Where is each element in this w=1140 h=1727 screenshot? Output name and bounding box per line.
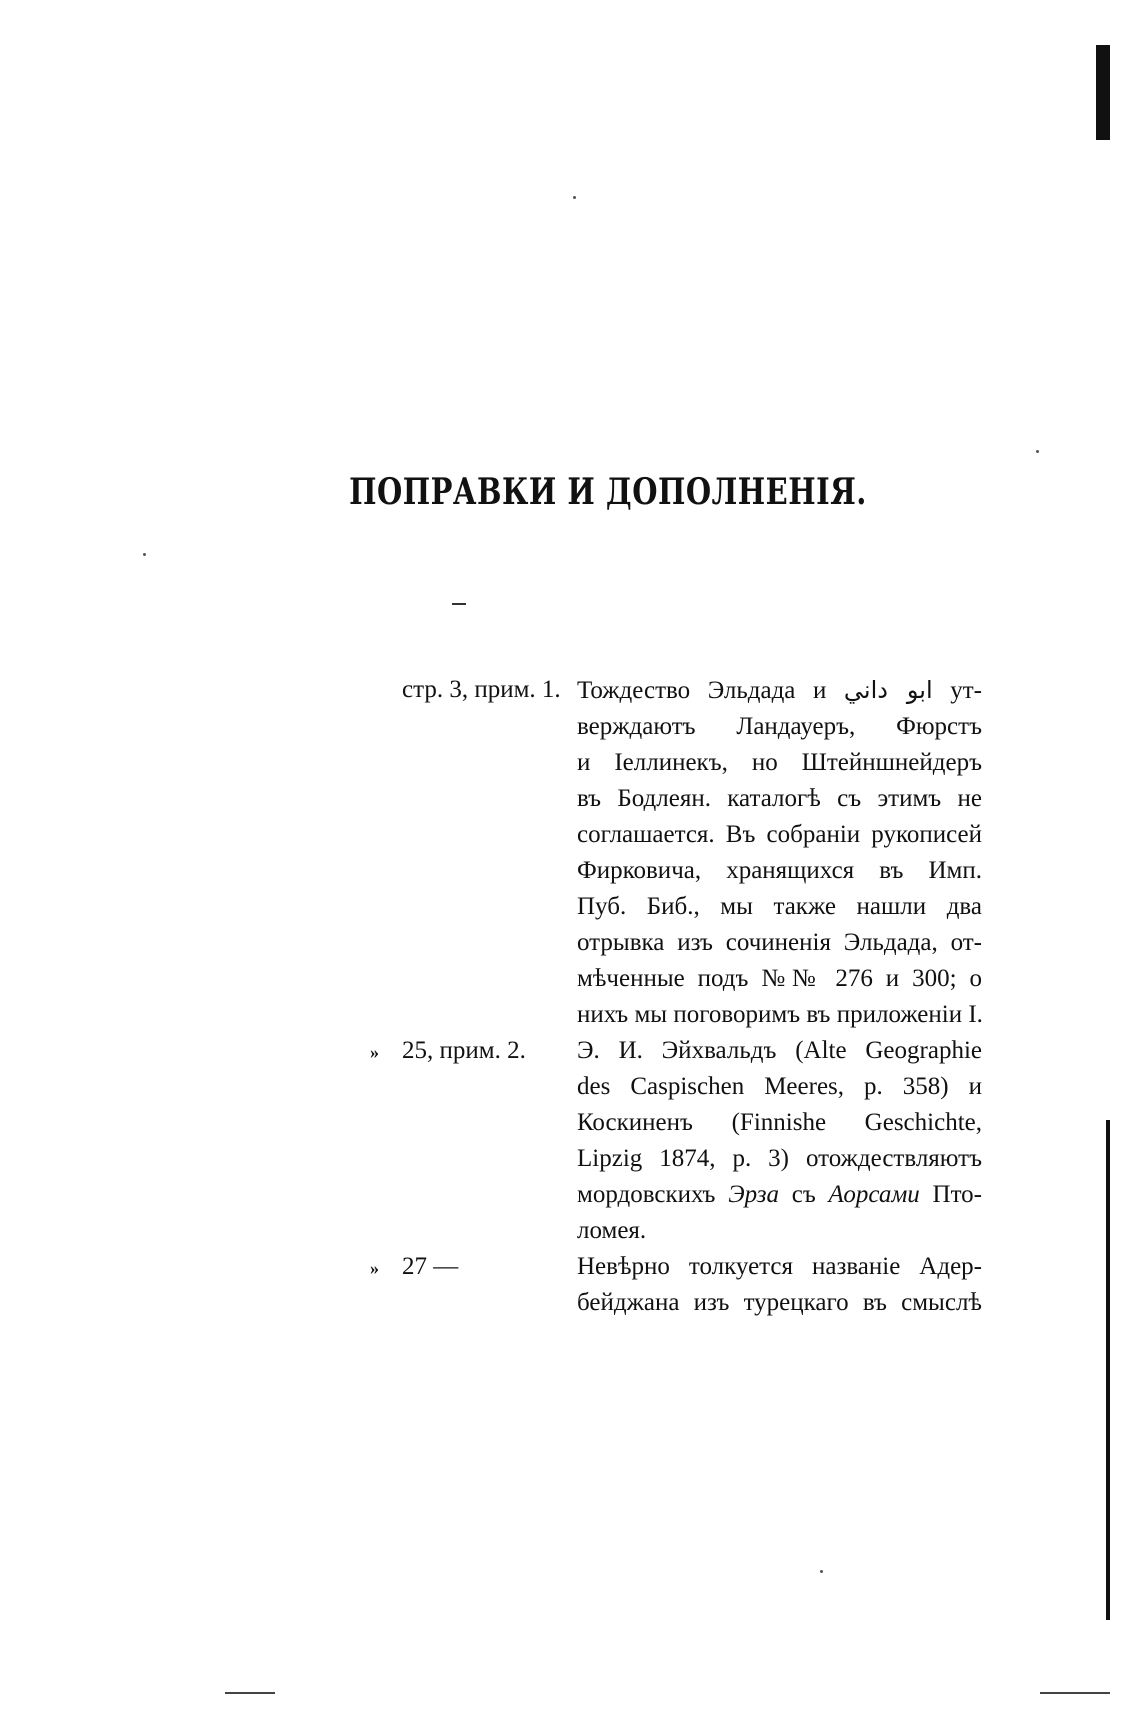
correction-text — [577, 1249, 982, 1321]
ditto-mark: » — [370, 1258, 379, 1278]
text-line: и Іеллинекъ, но Штейншнейдеръ — [577, 749, 982, 776]
correction-entry — [0, 1249, 1140, 1321]
arabic-name: ابو داني — [843, 676, 933, 704]
title-divider — [452, 603, 466, 605]
italic-term: Эрза — [728, 1181, 779, 1208]
text-line: Э. И. Эйхвальдъ (Alte Geographie — [577, 1037, 982, 1064]
text-line: des Caspischen Meeres, p. 358) и — [577, 1073, 982, 1100]
reference-text: 27 — — [402, 1253, 459, 1280]
page-reference — [370, 672, 575, 708]
text-line: мордовскихъ Эрза съ Аорсами Пто- — [577, 1181, 982, 1208]
reference-text: 25, прим. 2. — [402, 1037, 526, 1064]
text-line: ломея. — [577, 1217, 647, 1244]
scan-speck — [1036, 450, 1039, 453]
text-line: Фирковича, хранящихся въ Имп. — [577, 857, 982, 884]
scan-edge-mark — [225, 1692, 275, 1694]
text-line: Тождество Эльдада и ابو داني ут- — [577, 676, 982, 704]
ditto-mark: » — [370, 1042, 379, 1062]
text-line: Пуб. Биб., мы также нашли два — [577, 893, 982, 920]
scan-speck — [143, 553, 146, 556]
correction-entry — [0, 672, 1140, 1033]
correction-text — [577, 672, 982, 1033]
scan-speck — [820, 1570, 823, 1573]
scan-edge-mark — [1096, 45, 1110, 140]
correction-entry — [0, 1033, 1140, 1249]
scan-speck — [573, 196, 576, 199]
scan-edge-mark — [1040, 1692, 1110, 1694]
text-line: Невѣрно толкуется названіе Адер- — [577, 1253, 982, 1280]
text-line: отрывка изъ сочиненія Эльдада, от- — [577, 929, 982, 956]
text-line: нихъ мы поговоримъ въ приложеніи I. — [577, 1001, 983, 1028]
text-line: соглашается. Въ собраніи рукописей — [577, 821, 982, 848]
text-line: бейджана изъ турецкаго въ смыслѣ — [577, 1289, 982, 1316]
text-line: въ Бодлеян. каталогѣ съ этимъ не — [577, 785, 982, 812]
page-reference — [370, 1033, 575, 1070]
correction-text — [577, 1033, 982, 1249]
text-line: мѣченные подъ №№ 276 и 300; о — [577, 965, 982, 992]
text-line: Lipzig 1874, p. 3) отождествляютъ — [577, 1145, 982, 1172]
text-line: Коскиненъ (Finnishe Geschichte, — [577, 1109, 982, 1136]
corrections-list — [0, 672, 1140, 1321]
text-line: верждаютъ Ландауеръ, Фюрстъ — [577, 713, 982, 740]
page-reference — [370, 1249, 575, 1286]
page-title: ПОПРАВКИ И ДОПОЛНЕНІЯ. — [349, 470, 867, 513]
italic-term: Аорсами — [828, 1181, 920, 1208]
scan-edge-mark — [1106, 1120, 1110, 1620]
reference-text: стр. 3, прим. 1. — [402, 676, 561, 703]
